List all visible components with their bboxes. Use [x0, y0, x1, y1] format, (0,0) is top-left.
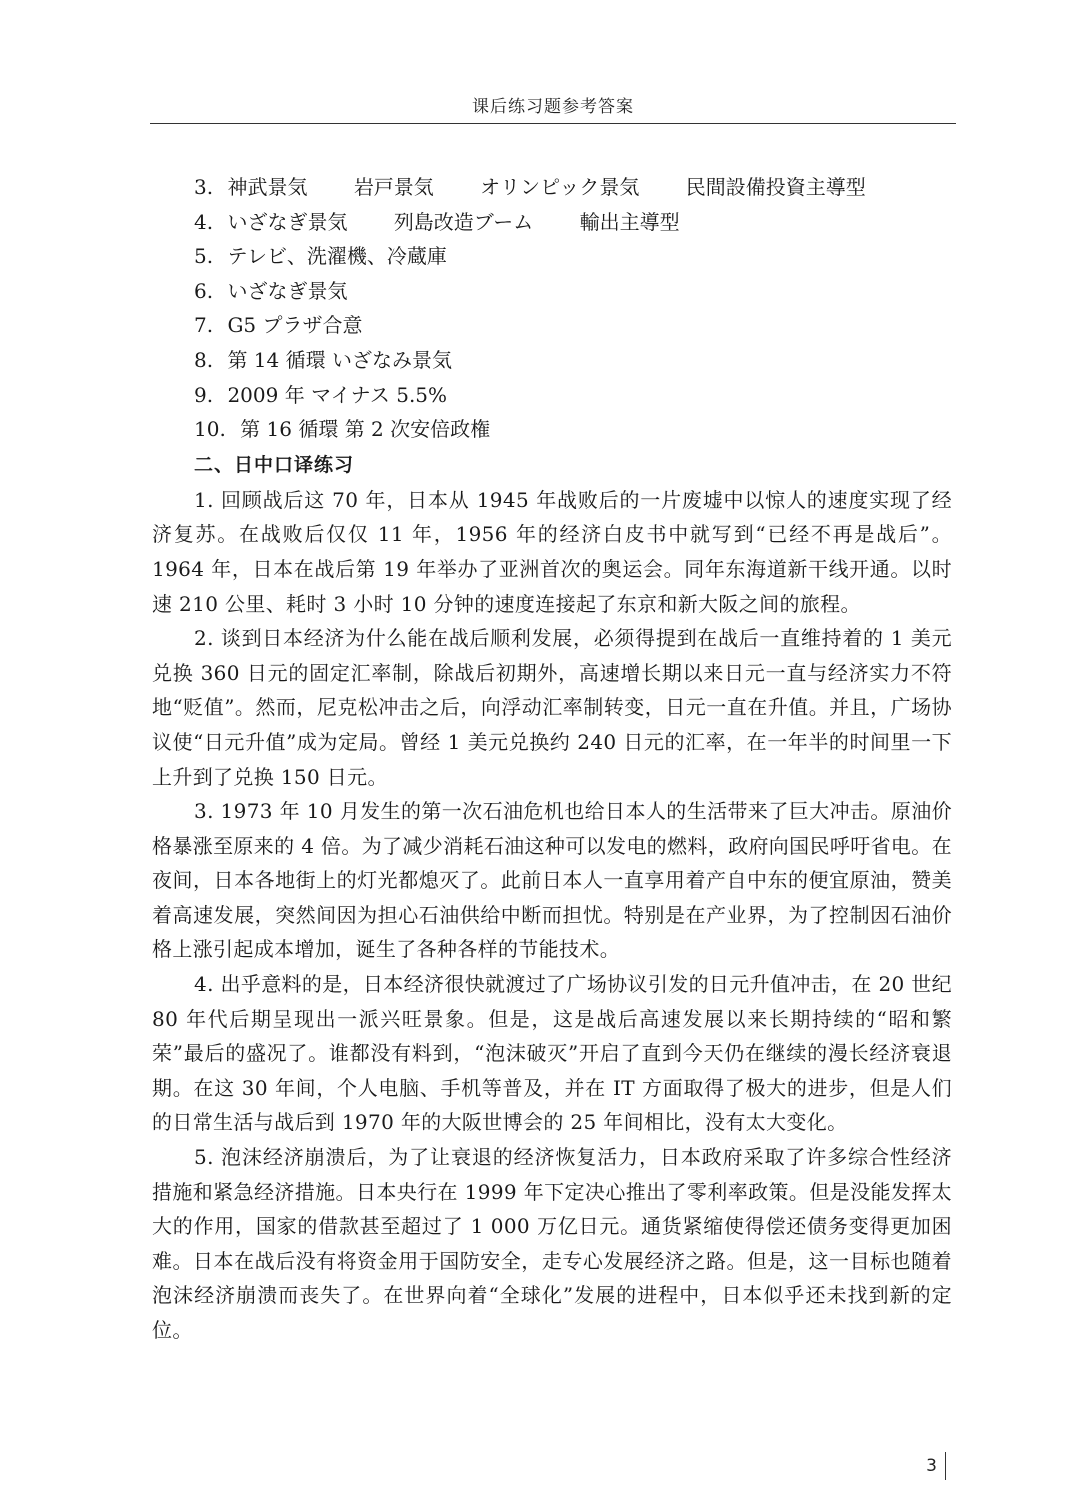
answer-term: 第 14 循環 いざなみ景気: [227, 347, 452, 372]
page-number: 3: [926, 1456, 937, 1476]
page-content: [152, 170, 952, 1348]
answer-number: 8.: [194, 347, 214, 372]
answer-item-4: [152, 205, 952, 240]
answer-term: 神武景気: [227, 175, 308, 199]
answer-item-10: [152, 412, 952, 447]
answer-number: 6.: [194, 278, 214, 303]
answer-number: 7.: [194, 313, 214, 338]
answer-term: 岩戸景気: [353, 175, 434, 199]
exercise-paragraph-3: 3. 1973 年 10 月发生的第一次石油危机也给日本人的生活带来了巨大冲击。原油价格暴涨至原来的 4 倍。为了减少消耗石油这种可以发电的燃料，政府向国民呼吁省电。在夜间，日本各地街上的灯光都熄灭了。此前日本人一直享用着产自中东的便宜原油，赞美着高速发展，突然间因为担心石油供给中断而担忧。特别是在产业界，为了控制因石油价格上涨引起成本增加，诞生了各种各样的节能技术。: [152, 799, 952, 962]
answer-number: 3.: [194, 175, 214, 199]
exercise-paragraph-2: 2. 谈到日本经济为什么能在战后顺利发展，必须得提到在战后一直维持着的 1 美元兑换 360 日元的固定汇率制，除战后初期外，高速增长期以来日元一直与经济实力不符地“贬值”。然而，尼克松冲击之后，向浮动汇率制转变，日元一直在升值。并且，广场协议使“日元升值”成为定局。曾经 1 美元兑换约 240 日元的汇率，在一年半的时间里一下上升到了兑换 150 日元。: [152, 626, 952, 789]
exercise-paragraph-5: 5. 泡沫经济崩溃后，为了让衰退的经济恢复活力，日本政府采取了许多综合性经济措施和紧急经济措施。日本央行在 1999 年下定决心推出了零利率政策。但是没能发挥太大的作用，国家的借款甚至超过了 1 000 万亿日元。通货紧缩使得偿还债务变得更加困难。日本在战后没有将资金用于国防安全，走专心发展经济之路。但是，这一目标也随着泡沫经济崩溃而丧失了。在世界向着“全球化”发展的进程中，日本似乎还未找到新的定位。: [152, 1145, 952, 1342]
header-divider: [150, 123, 956, 124]
answer-number: 10.: [194, 417, 226, 442]
answer-term: いざなぎ景気: [227, 209, 348, 234]
answer-term: 民間設備投資主導型: [685, 175, 866, 199]
answer-number: 4.: [194, 209, 214, 234]
answer-item-9: [152, 378, 952, 413]
answer-term: いざなぎ景気: [227, 278, 348, 303]
answer-list: [152, 170, 952, 447]
answer-term: 輸出主導型: [579, 209, 680, 234]
answer-term: 第 16 循環 第 2 次安倍政権: [240, 417, 491, 442]
answer-term: テレビ、洗濯機、冷蔵庫: [227, 244, 447, 269]
answer-number: 5.: [194, 244, 214, 269]
answer-term: 列島改造ブーム: [393, 209, 534, 234]
answer-item-6: [152, 274, 952, 309]
answer-term: オリンピック景気: [480, 175, 640, 199]
exercise-paragraph-4: 4. 出乎意料的是，日本经济很快就渡过了广场协议引发的日元升值冲击，在 20 世纪 80 年代后期呈现出一派兴旺景象。但是，这是战后高速发展以来长期持续的“昭和繁荣”最后的盛况了。谁都没有料到，“泡沫破灭”开启了直到今天仍在继续的漫长经济衰退期。在这 30 年间，个人电脑、手机等普及，并在 IT 方面取得了极大的进步，但是人们的日常生活与战后到 1970 年的大阪世博会的 25 年间相比，没有太大变化。: [152, 972, 952, 1135]
answer-item-7: [152, 308, 952, 343]
running-header: 课后练习题参考答案: [472, 97, 634, 117]
answer-item-5: [152, 239, 952, 274]
answer-item-8: [152, 343, 952, 378]
answer-item-3: [152, 170, 952, 205]
exercise-paragraph-1: 1. 回顾战后这 70 年，日本从 1945 年战败后的一片废墟中以惊人的速度实现了经济复苏。在战败后仅仅 11 年，1956 年的经济白皮书中就写到“已经不再是战后”。1964 年，日本在战后第 19 年举办了亚洲首次的奥运会。同年东海道新干线开通。以时速 210 公里、耗时 3 小时 10 分钟的速度连接起了东京和新大阪之间的旅程。: [152, 487, 952, 616]
answer-term: 2009 年 マイナス 5.5%: [227, 382, 448, 407]
answer-term: G5 プラザ合意: [227, 313, 363, 338]
answer-number: 9.: [194, 382, 214, 407]
section-heading: 二、日中口译练习: [194, 453, 355, 476]
page-number-divider: [945, 1452, 946, 1480]
